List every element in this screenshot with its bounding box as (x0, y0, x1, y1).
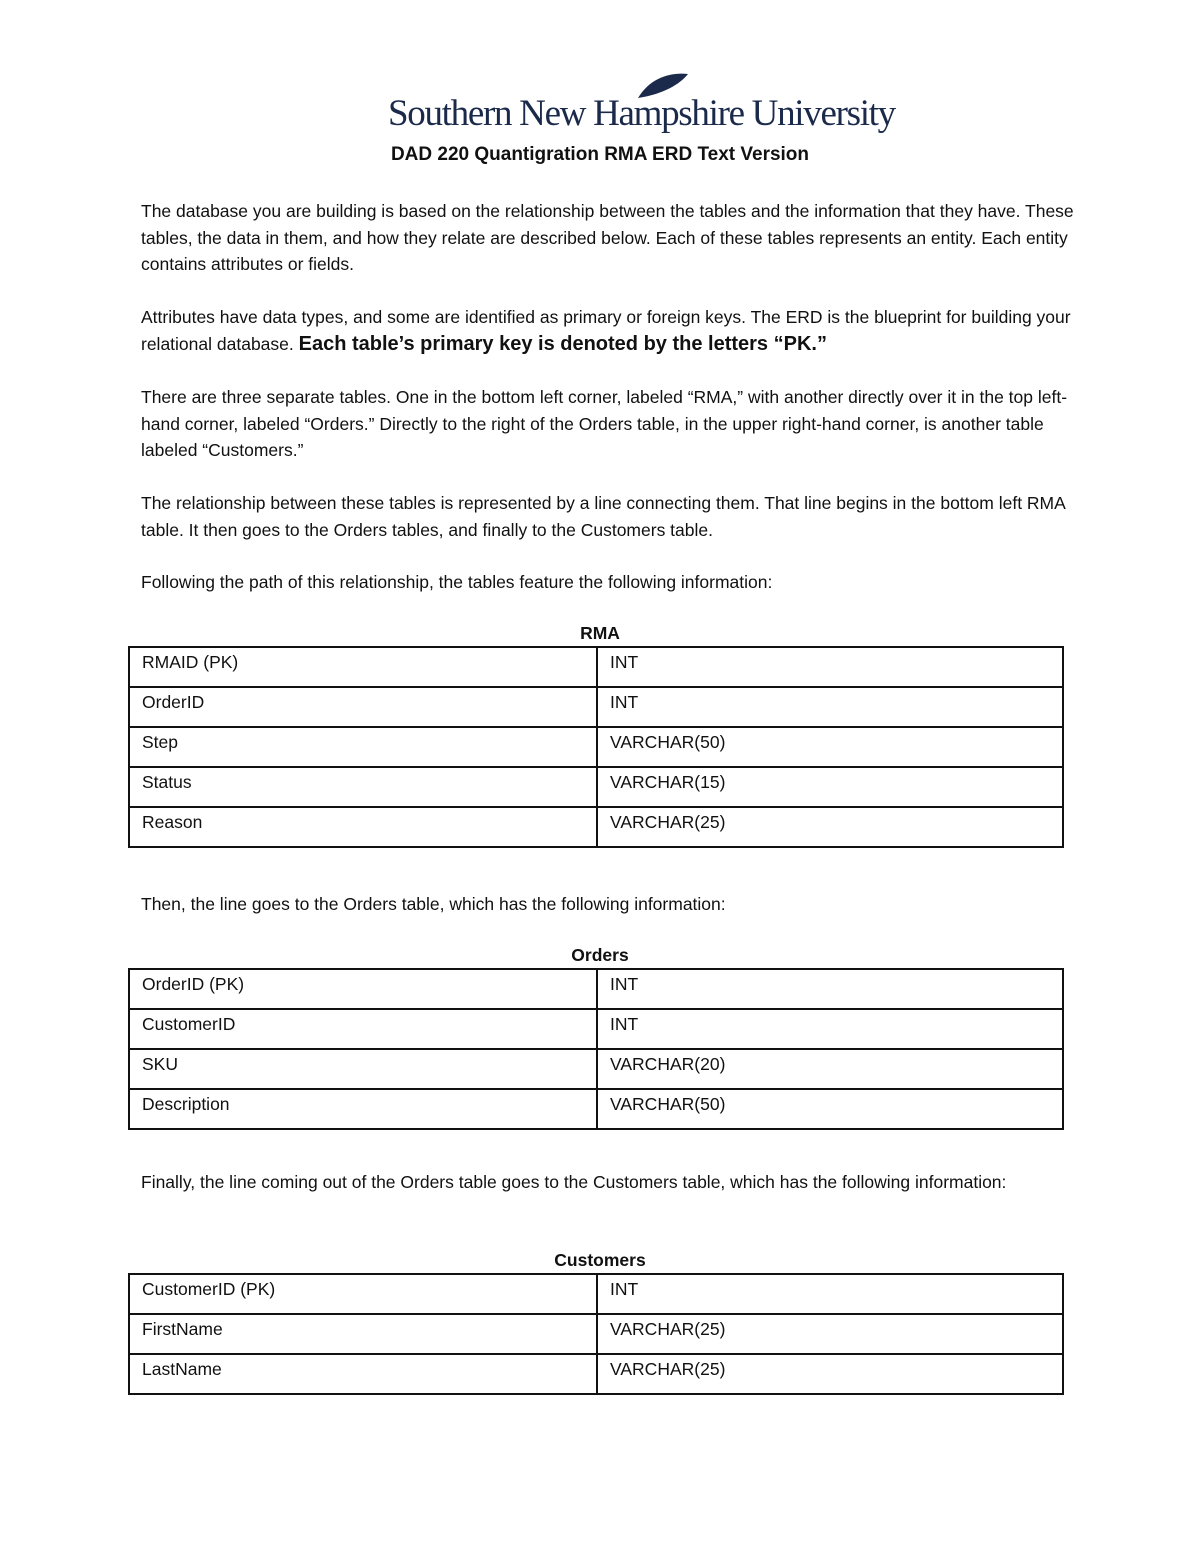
page-title: DAD 220 Quantigration RMA ERD Text Version (390, 144, 810, 165)
relationship-paragraph: The relationship between these tables is represented by a line connecting them. That line begins in the bottom left RMA table. It then goes to the Orders tables, and finally to the Customers table. (141, 493, 1065, 540)
table-row (129, 1354, 1063, 1394)
field-cell: OrderID (129, 687, 597, 727)
customers-intro-paragraph: Finally, the line coming out of the Orders table goes to the Customers table, which has the following information: (141, 1172, 1007, 1192)
table-row (129, 767, 1063, 807)
path-paragraph: Following the path of this relationship, the tables feature the following information: (141, 572, 773, 592)
rma-table-caption: RMA (580, 623, 620, 643)
field-cell: Reason (129, 807, 597, 847)
table-row (129, 647, 1063, 687)
attributes-text: Attributes have data types, and some are identified as primary or foreign keys. The ERD is the blueprint for building your relational database. (141, 307, 1071, 354)
field-cell: SKU (129, 1049, 597, 1089)
orders-intro-paragraph: Then, the line goes to the Orders table, which has the following information: (141, 894, 726, 914)
primary-key-note: Each table’s primary key is denoted by the letters “PK.” (298, 332, 827, 355)
type-cell: VARCHAR(25) (597, 1314, 1063, 1354)
table-row (129, 1314, 1063, 1354)
field-cell: FirstName (129, 1314, 597, 1354)
type-cell: VARCHAR(50) (597, 1089, 1063, 1129)
table-row (129, 727, 1063, 767)
table-row (129, 969, 1063, 1009)
table-row (129, 1009, 1063, 1049)
field-cell: LastName (129, 1354, 597, 1394)
field-cell: Status (129, 767, 597, 807)
type-cell: INT (597, 1009, 1063, 1049)
type-cell: VARCHAR(50) (597, 727, 1063, 767)
type-cell: VARCHAR(15) (597, 767, 1063, 807)
type-cell: INT (597, 687, 1063, 727)
table-row (129, 687, 1063, 727)
field-cell: Step (129, 727, 597, 767)
intro-paragraph: The database you are building is based on the relationship between the tables and the information that they have. These tables, the data in them, and how they relate are described below. Each of these tables represents an entity. Each entity contains attributes or fields. (141, 201, 1074, 274)
table-row (129, 1049, 1063, 1089)
field-cell: Description (129, 1089, 597, 1129)
type-cell: VARCHAR(25) (597, 807, 1063, 847)
table-row (129, 1089, 1063, 1129)
customers-table (128, 1273, 1064, 1395)
rma-table (128, 646, 1064, 848)
type-cell: INT (597, 647, 1063, 687)
field-cell: CustomerID (PK) (129, 1274, 597, 1314)
table-row (129, 807, 1063, 847)
type-cell: VARCHAR(20) (597, 1049, 1063, 1089)
field-cell: RMAID (PK) (129, 647, 597, 687)
orders-table-caption: Orders (571, 945, 629, 965)
university-logo (388, 72, 895, 136)
field-cell: CustomerID (129, 1009, 597, 1049)
tables-description-paragraph: There are three separate tables. One in the bottom left corner, labeled “RMA,” with another directly over it in the top left-hand corner, labeled “Orders.” Directly to the right of the Orders table, in the upper right-hand corner, is another table labeled “Customers.” (141, 387, 1068, 460)
logo-wordmark: Southern New Hampshire University (388, 93, 895, 134)
type-cell: VARCHAR(25) (597, 1354, 1063, 1394)
type-cell: INT (597, 969, 1063, 1009)
customers-table-caption: Customers (554, 1250, 646, 1270)
table-row (129, 1274, 1063, 1314)
type-cell: INT (597, 1274, 1063, 1314)
attributes-paragraph (141, 304, 1081, 357)
field-cell: OrderID (PK) (129, 969, 597, 1009)
orders-table (128, 968, 1064, 1130)
